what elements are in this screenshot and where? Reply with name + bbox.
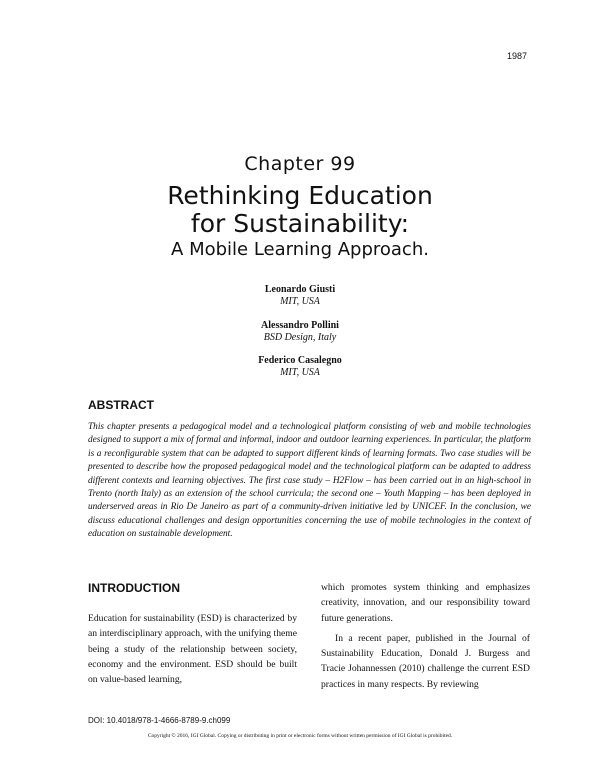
left-column [88, 611, 297, 687]
title-line-1: Rethinking Education [167, 181, 433, 210]
abstract-text: This chapter presents a pedagogical model and a technological platform consisting of web and mobile technologies designed to support a mix of formal and informal, indoor and outdoor learning experiences. In particular, the platform is a reconfigurable system that can be adapted to support different kinds of learning formats. Two case studies will be presented to describe how the proposed pedagogical model and the technological platform can be adapted to address different contexts and learning objectives. The first case study – H2Flow – has been carried out in an high-school in Trento (north Italy) as an extension of the school curricula; the second one – Youth Mapping – has been deployed in underserved areas in Rio De Janeiro as part of a community-driven initiative led by UNICEF. In the conclusion, we discuss educational challenges and design opportunities concerning the use of mobile technologies in the context of education on sustainable development. [88, 422, 531, 540]
subtitle: A Mobile Learning Approach. [171, 239, 429, 260]
right-column-paragraph-1: which promotes system thinking and emphasizes creativity, innovation, and our responsibility toward future generations. [321, 582, 530, 624]
author-block [0, 355, 600, 379]
doi: DOI: 10.4018/978-1-4666-8789-9.ch099 [88, 716, 231, 725]
author-affiliation: MIT, USA [280, 296, 320, 307]
right-column [321, 580, 530, 692]
left-column-paragraph: Education for sustainability (ESD) is characterized by an interdisciplinary approach, with the unifying theme being a study of the relationship between society, economy and the environment. ESD should be built on value-based learning, [88, 613, 297, 686]
author-block [0, 320, 600, 344]
author-name: Federico Casalegno [258, 355, 342, 366]
author-block [0, 284, 600, 308]
author-name: Alessandro Pollini [261, 320, 339, 331]
copyright-notice: Copyright © 2016, IGI Global. Copying or distributing in print or electronic forms without written permission of IGI Global is prohibited. [147, 733, 453, 739]
author-affiliation: BSD Design, Italy [263, 332, 337, 343]
introduction-heading: INTRODUCTION [88, 581, 180, 595]
right-column-paragraph-2: In a recent paper, published in the Journal of Sustainability Education, Donald J. Burgess and Tracie Johannessen (2010) challenge the current ESD practices in many respects. By reviewing [321, 632, 530, 690]
author-name: Leonardo Giusti [264, 284, 336, 295]
title-line-2: for Sustainability: [190, 209, 410, 238]
chapter-label: Chapter 99 [244, 153, 356, 175]
page-number: 1987 [506, 51, 527, 61]
author-affiliation: MIT, USA [280, 367, 320, 378]
abstract-heading: ABSTRACT [88, 398, 154, 412]
